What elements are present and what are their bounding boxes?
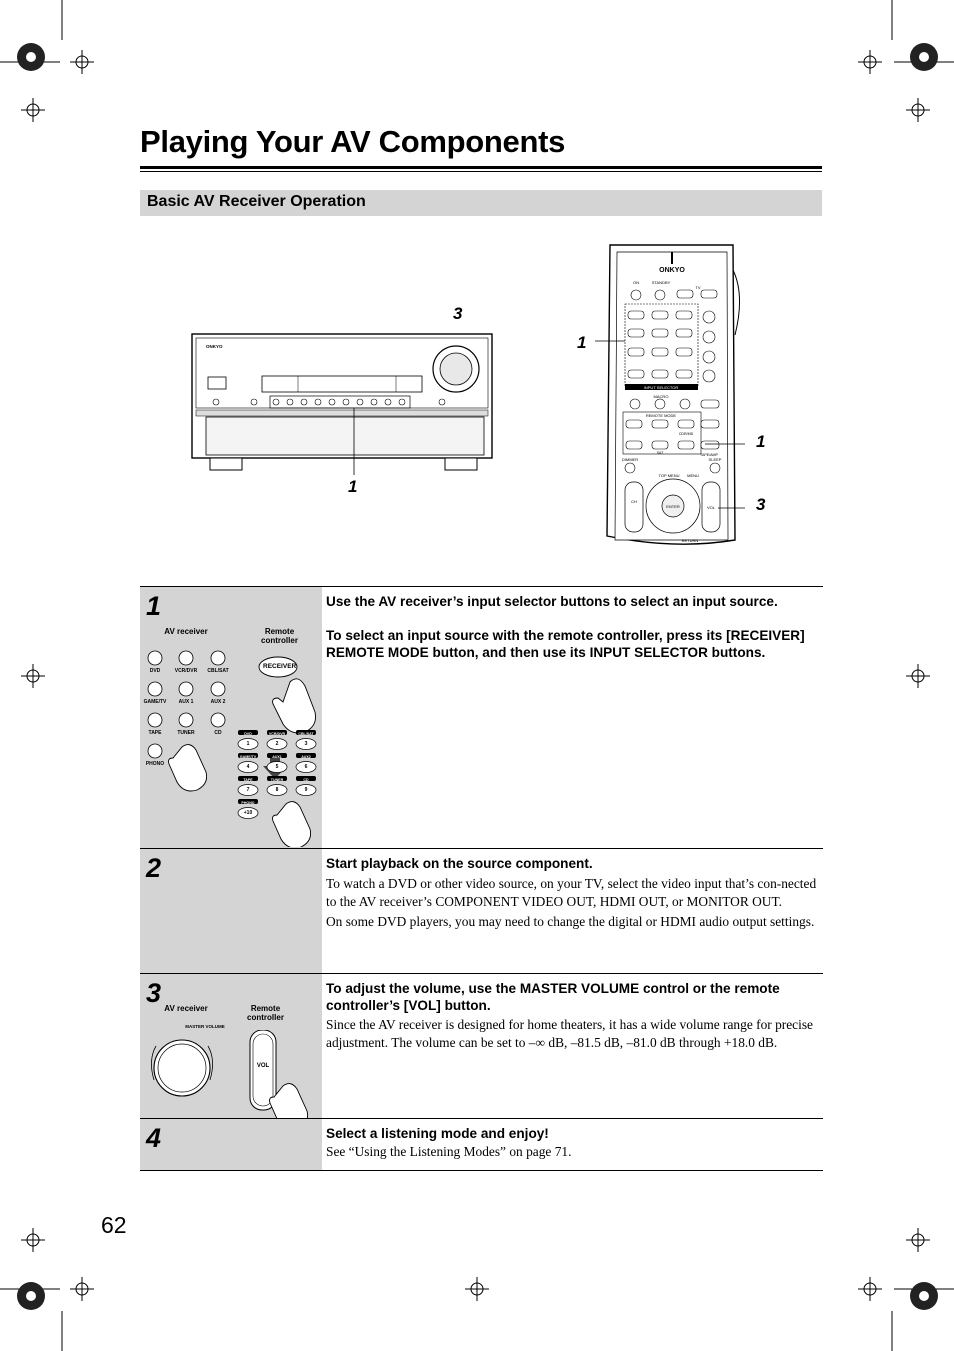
remote-key-label-tuner: TUNER	[270, 778, 284, 782]
svg-text:VOL: VOL	[706, 505, 716, 510]
av-receiver-label: AV receiver	[164, 627, 208, 636]
step-heading: Use the AV receiver’s input selector buttons to select an input source.	[326, 594, 778, 609]
svg-text:DIMMER: DIMMER	[621, 457, 639, 462]
callout-receiver-volume: 3	[453, 304, 463, 323]
step-number: 4	[146, 1123, 162, 1153]
step3-volume-illustration	[140, 1030, 322, 1120]
step-heading: Select a listening mode and enjoy!	[326, 1126, 549, 1141]
receiver-button-label: RECEIVER	[263, 663, 297, 670]
remote-key-5: 5	[275, 764, 279, 770]
receiver-front-illustration	[190, 320, 500, 475]
step-paragraph: To watch a DVD or other video source, on your TV, select the video input that’s con-nected to the AV receiver’s COMPONENT VIDEO OUT, HDMI OUT, or MONITOR OUT.	[326, 876, 817, 909]
front-btn-aux1: AUX 1	[178, 699, 194, 705]
remote-key-label-aux2: AUX2	[301, 755, 311, 759]
svg-text:CDR/MD: CDR/MD	[678, 432, 694, 436]
remote-controller-label: Remote controller	[247, 1004, 284, 1022]
svg-text:SAT: SAT	[656, 451, 664, 455]
front-btn-cbl: CBL/SAT	[207, 668, 229, 674]
svg-text:SLEEP: SLEEP	[708, 457, 722, 462]
svg-text:MACRO: MACRO	[653, 394, 669, 399]
remote-key-label-cbl: CBL/SAT	[298, 732, 314, 736]
step-4-text	[326, 1125, 820, 1161]
callout-remote-vol: 3	[756, 495, 766, 514]
step-paragraph: See “Using the Listening Modes” on page 71.	[326, 1144, 572, 1159]
step-1-text	[326, 593, 820, 661]
remote-key-3: 3	[304, 741, 308, 747]
step-4-panel	[140, 1119, 322, 1170]
steps-table	[140, 586, 823, 1171]
remote-key-label-phono: PHONO	[241, 801, 255, 805]
remote-key-2: 2	[275, 741, 279, 747]
svg-text:ENTER: ENTER	[666, 504, 680, 509]
section-title: Basic AV Receiver Operation	[147, 193, 366, 210]
front-btn-dvd: DVD	[149, 668, 161, 674]
svg-text:MENU: MENU	[687, 473, 699, 478]
step-2	[140, 848, 823, 974]
master-volume-label: MASTER VOLUME	[185, 1024, 225, 1029]
remote-key-1: 1	[246, 741, 250, 747]
remote-key-label-dvd: DVD	[244, 732, 252, 736]
svg-text:STANDBY: STANDBY	[651, 280, 671, 285]
step-number: 1	[146, 591, 162, 621]
callout-remote-selectors: 1	[577, 333, 587, 352]
front-btn-game: GAME/TV	[143, 699, 167, 705]
svg-text:ONKYO: ONKYO	[659, 267, 685, 274]
vol-label: VOL	[256, 1063, 270, 1069]
callout-remote-receiver: 1	[756, 432, 766, 451]
step-subheading: To select an input source with the remote controller, press its [RECEIVER] REMOTE MODE button, and then use its INPUT SELECTOR buttons.	[326, 628, 805, 660]
step-4	[140, 1118, 823, 1171]
step-1-illustration-panel	[140, 587, 322, 849]
step-paragraph: On some DVD players, you may need to change the digital or HDMI audio output settings.	[326, 914, 815, 929]
svg-text:INPUT SELECTOR: INPUT SELECTOR	[643, 385, 679, 390]
front-btn-tape: TAPE	[148, 730, 162, 736]
remote-key-label-vcr: VCR/DVR	[268, 732, 286, 736]
front-btn-aux2: AUX 2	[210, 699, 226, 705]
front-btn-phono: PHONO	[145, 761, 165, 767]
callout-receiver-selectors: 1	[348, 477, 358, 496]
remote-key-label-game: GAME/TV	[239, 755, 257, 759]
remote-key-label-cd: CD	[303, 778, 309, 782]
step-paragraph: Since the AV receiver is designed for home theaters, it has a wide volume range for precise adjustment. The volume can be set to –∞ dB, –81.5 dB, –81.0 dB through +18.0 dB.	[326, 1017, 813, 1050]
remote-controller-label: Remote controller	[261, 627, 298, 645]
svg-text:TOP MENU: TOP MENU	[658, 473, 680, 478]
svg-text:RETURN: RETURN	[681, 538, 699, 543]
front-btn-vcr: VCR/DVR	[174, 668, 198, 674]
svg-text:REMOTE MODE: REMOTE MODE	[645, 413, 677, 418]
remote-key-10: +10	[243, 810, 253, 816]
svg-text:CH: CH	[631, 499, 637, 504]
step-number: 2	[146, 853, 162, 883]
svg-text:ON: ON	[633, 280, 639, 285]
remote-controller-illustration	[595, 240, 745, 550]
receiver-brand-text: ONKYO	[206, 344, 223, 349]
title-rule-thin	[140, 171, 822, 172]
svg-text:TAPE/AMP: TAPE/AMP	[700, 453, 718, 457]
av-receiver-label: AV receiver	[164, 1004, 208, 1013]
remote-key-6: 6	[304, 764, 308, 770]
step-2-panel	[140, 849, 322, 974]
front-btn-cd: CD	[214, 730, 222, 736]
svg-text:TV: TV	[695, 285, 701, 290]
step-2-text	[326, 855, 820, 931]
remote-key-label-tape: TAPE	[243, 778, 253, 782]
remote-key-8: 8	[275, 787, 279, 793]
step-3-text	[326, 980, 820, 1051]
step-1	[140, 586, 823, 849]
remote-key-label-aux1: AUX1	[272, 755, 282, 759]
step-3	[140, 973, 823, 1119]
title-rule	[140, 166, 822, 169]
step-3-illustration-panel	[140, 974, 322, 1119]
front-btn-tuner: TUNER	[177, 730, 195, 736]
step-heading: Start playback on the source component.	[326, 856, 593, 871]
page-number: 62	[101, 1212, 127, 1238]
remote-key-4: 4	[246, 764, 250, 770]
remote-key-9: 9	[304, 787, 308, 793]
page-title: Playing Your AV Components	[140, 124, 566, 159]
remote-key-7: 7	[246, 787, 250, 793]
step-heading: To adjust the volume, use the MASTER VOLUME control or the remote controller’s [VOL] button.	[326, 981, 780, 1013]
step-number: 3	[146, 978, 162, 1008]
